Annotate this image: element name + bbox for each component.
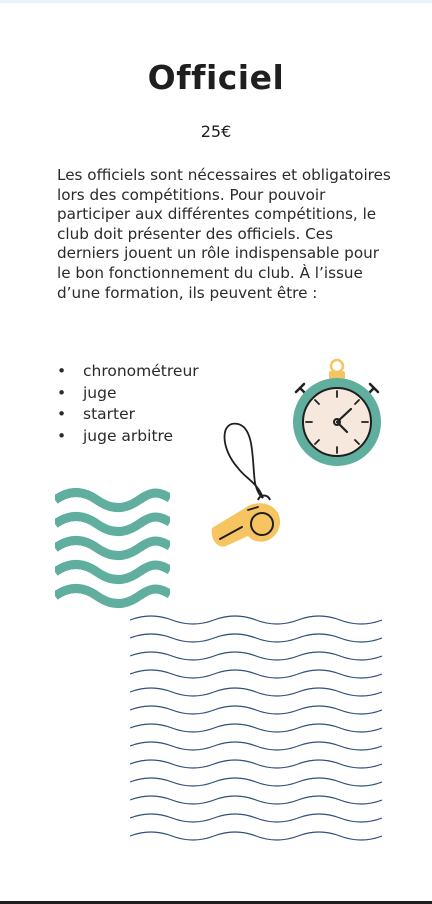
top-border — [0, 0, 432, 3]
price: 25€ — [200, 122, 232, 141]
role-item-chronometreur: • chronométreur — [57, 361, 277, 383]
teal-waves-decoration — [55, 488, 170, 613]
whistle-icon — [200, 418, 290, 558]
description-paragraph: Les officiels sont nécessaires et obligatoires lors des compétitions. Pour pouvoir participer aux différentes compétitions, le club doit présenter des officiels. Ces derniers jouent un rôle indispensable pour le bon fonctionnement du club. À l’issue d’une formation, ils peuvent être : — [57, 166, 391, 302]
role-item-starter: • starter — [57, 404, 277, 426]
card-title: Officiel — [147, 58, 285, 97]
navy-waves-decoration — [130, 612, 385, 852]
role-item-juge-arbitre: • juge arbitre — [57, 426, 277, 448]
stopwatch-icon — [287, 354, 392, 469]
role-item-juge: • juge — [57, 383, 277, 405]
